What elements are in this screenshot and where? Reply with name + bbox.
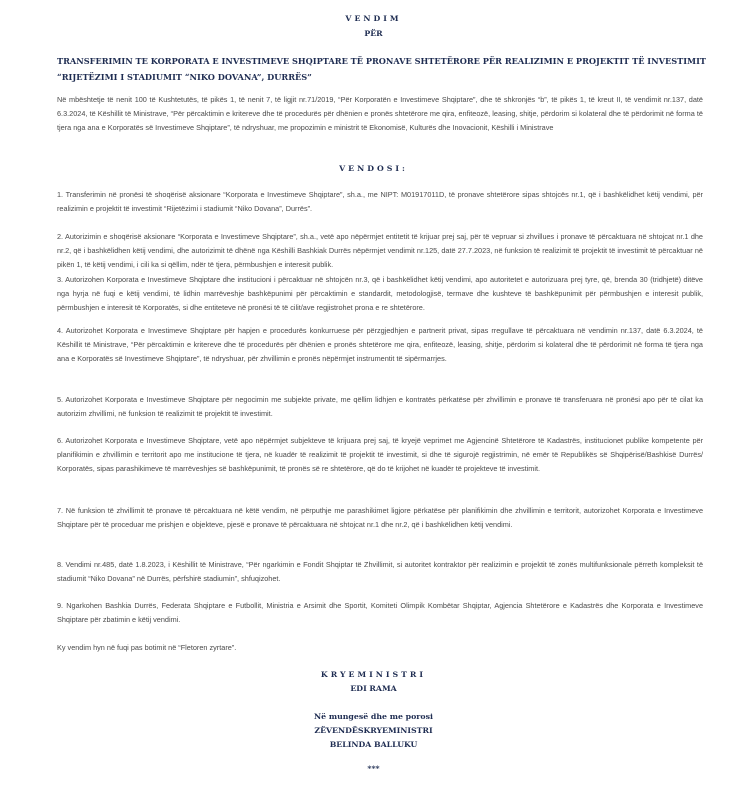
deputy-title: ZËVENDËSKRYEMINISTRI (314, 726, 433, 735)
preamble-paragraph: Në mbështetje të nenit 100 të Kushtetutës, të pikës 1, të nenit 7, të ligjit nr.71/2019, “Për Korporatën e Investimeve Shqiptare”, dhe të shkronjës “b”, të pikës 1, të kreut II, të vendimit nr.137, datë 6.3.2024, të Këshillit të Ministrave, “Për përcaktimin e kritereve dhe të procedurës për dhënien e pronës shtetërore me qira, enfiteozë, leasing, shitje, përdorim si kolateral dhe të përdorimit në forma të tjera nga ana e Korporatës së Investimeve Shqiptare”, të ndryshuar, me propozimin e ministrit të Ekonomisë, Kulturës dhe Inovacionit, Këshilli i Ministrave (57, 95, 703, 132)
article-3: 3. Autorizohen Korporata e Investimeve Shqiptare dhe institucioni i përcaktuar në shtojcën nr.3, që i bashkëlidhet këtij vendimi, apo autoritetet e autorizuara prej tyre, që, brenda 30 (tridhjetë) ditëve nga hyrja në fuqi e këtij vendimi, të lidhin marrëveshje bashkëpunimi për përcaktimin e standardit, metodologjisë, termave dhe kushteve të bashkëpunimit për përmbushjen e interesit publik, përmbushjen e interesit të Korporatës, si dhe entiteteve në pronësi të të cilit/ave regjistrohet prona e re shtetërore. (57, 275, 703, 312)
document-type-heading: VENDIM (345, 14, 402, 23)
document-title-line-2: “RIJETËZIMI I STADIUMIT “NIKO DOVANA”, DURRËS” (57, 72, 312, 82)
article-6: 6. Autorizohet Korporata e Investimeve Shqiptare, vetë apo nëpërmjet subjekteve të krijuara prej saj, të kryejë veprimet me Agjencinë Shtetërore të Kadastrës, institucionet publike kompetente për planifikimin e zhvillimin e territorit apo me institucione të tjera, në kuadër të realizimit të projektit të investimit, si dhe të sigurojë regjistrimin, në emër të Republikës së Shqipërisë/Bashkisë Durrës/ Korporatës, sipas parashikimeve të marrëveshjes së bashkëpunimit, të pronës së re shtetërore, që do të krijohet në kuadër të projekteve të investimit. (57, 436, 703, 473)
signature-name: EDI RAMA (350, 684, 397, 693)
document-per-heading: PËR (364, 29, 383, 38)
article-5: 5. Autorizohet Korporata e Investimeve Shqiptare për negocimin me subjekte private, me qëllim lidhjen e kontratës përkatëse për zhvillimin e pronave të transferuara në pronësi apo për të cilat ka autorizim zhvillimi, në funksion të realizimit të projektit të investimit. (57, 395, 703, 418)
end-separator: *** (367, 764, 380, 773)
article-8: 8. Vendimi nr.485, datë 1.8.2023, i Këshillit të Ministrave, “Për ngarkimin e Fondit Shqiptar të Zhvillimit, si autoritet kontraktor për realizimin e projektit të zonës multifunksionale përreth kompleksit të stadiumit “Niko Dovana” në Durrës, përfshirë stadiumin”, shfuqizohet. (57, 560, 703, 583)
article-2: 2. Autorizimin e shoqërisë aksionare “Korporata e Investimeve Shqiptare”, sh.a., vetë apo nëpërmjet entitetit të krijuar prej saj, për të vepruar si zhvillues i pronave të përcaktuara në shtojcat nr.1 dhe nr.2, që i bashkëlidhen këtij vendimi, dhe autorizimit të dhënë nga Këshilli Bashkiak Durrës nëpërmjet vendimit nr.125, datë 27.7.2023, në funksion të realizimit të projektit të investimit të përcaktuar në pikën 1, të këtij vendimi, i cili ka si qëllim, ndër të tjera, përmbushjen e interesit publik. (57, 232, 703, 269)
article-9: 9. Ngarkohen Bashkia Durrës, Federata Shqiptare e Futbollit, Ministria e Arsimit dhe Sportit, Komiteti Olimpik Kombëtar Shqiptar, Agjencia Shtetërore e Kadastrës dhe Korporata e Investimeve Shqiptare për zbatimin e këtij vendimi. (57, 601, 703, 624)
article-1: 1. Transferimin në pronësi të shoqërisë aksionare “Korporata e Investimeve Shqiptare”, sh.a., me NIPT: M01917011D, të pronave shtetërore sipas shtojcës nr.1, që i bashkëlidhet këtij vendimi, për realizimin e projektit të investimit “Rijetëzimi i stadiumit “Niko Dovana”, Durrës”. (57, 190, 703, 213)
signature-title: KRYEMINISTRI (320, 670, 427, 679)
document-title-line-1: TRANSFERIMIN TE KORPORATA E INVESTIMEVE SHQIPTARE TË PRONAVE SHTETËRORE PËR REALIZIMIN E PROJEKTIT TË INVESTIMIT (57, 56, 707, 66)
deputy-name: BELINDA BALLUKU (329, 740, 418, 749)
article-7: 7. Në funksion të zhvillimit të pronave të përcaktuara në këtë vendim, në përputhje me parashikimet ligjore përkatëse për planifikimin dhe zhvillimin e territorit, autorizohet Korporata e Investimeve Shqiptare për të proceduar me prishjen e objekteve, pjesë e pronave të përcaktuara në shtojcat nr.1 dhe nr.2, që i bashkëlidhen këtij vendimi. (57, 506, 703, 529)
article-4: 4. Autorizohet Korporata e Investimeve Shqiptare për hapjen e procedurës konkurruese për përzgjedhjen e partnerit privat, sipas rregullave të përcaktuara në vendimin nr.137, datë 6.3.2024, të Këshillit të Ministrave, “Për përcaktimin e kritereve dhe të procedurës për dhënien e pronës shtetërore me qira, enfiteozë, leasing, shitje, përdorim si kolateral dhe të përdorimit në forma të tjera nga ana e Korporatës së Investimeve Shqiptare”, të ndryshuar, për zhvillimin e pronës nëpërmjet instrumentit të sipërmarrjes. (57, 326, 703, 363)
absence-note: Në mungesë dhe me porosi (314, 712, 433, 721)
decides-heading: VENDOSI: (339, 164, 408, 173)
entry-into-force: Ky vendim hyn në fuqi pas botimit në “Fletoren zyrtare”. (57, 643, 237, 652)
